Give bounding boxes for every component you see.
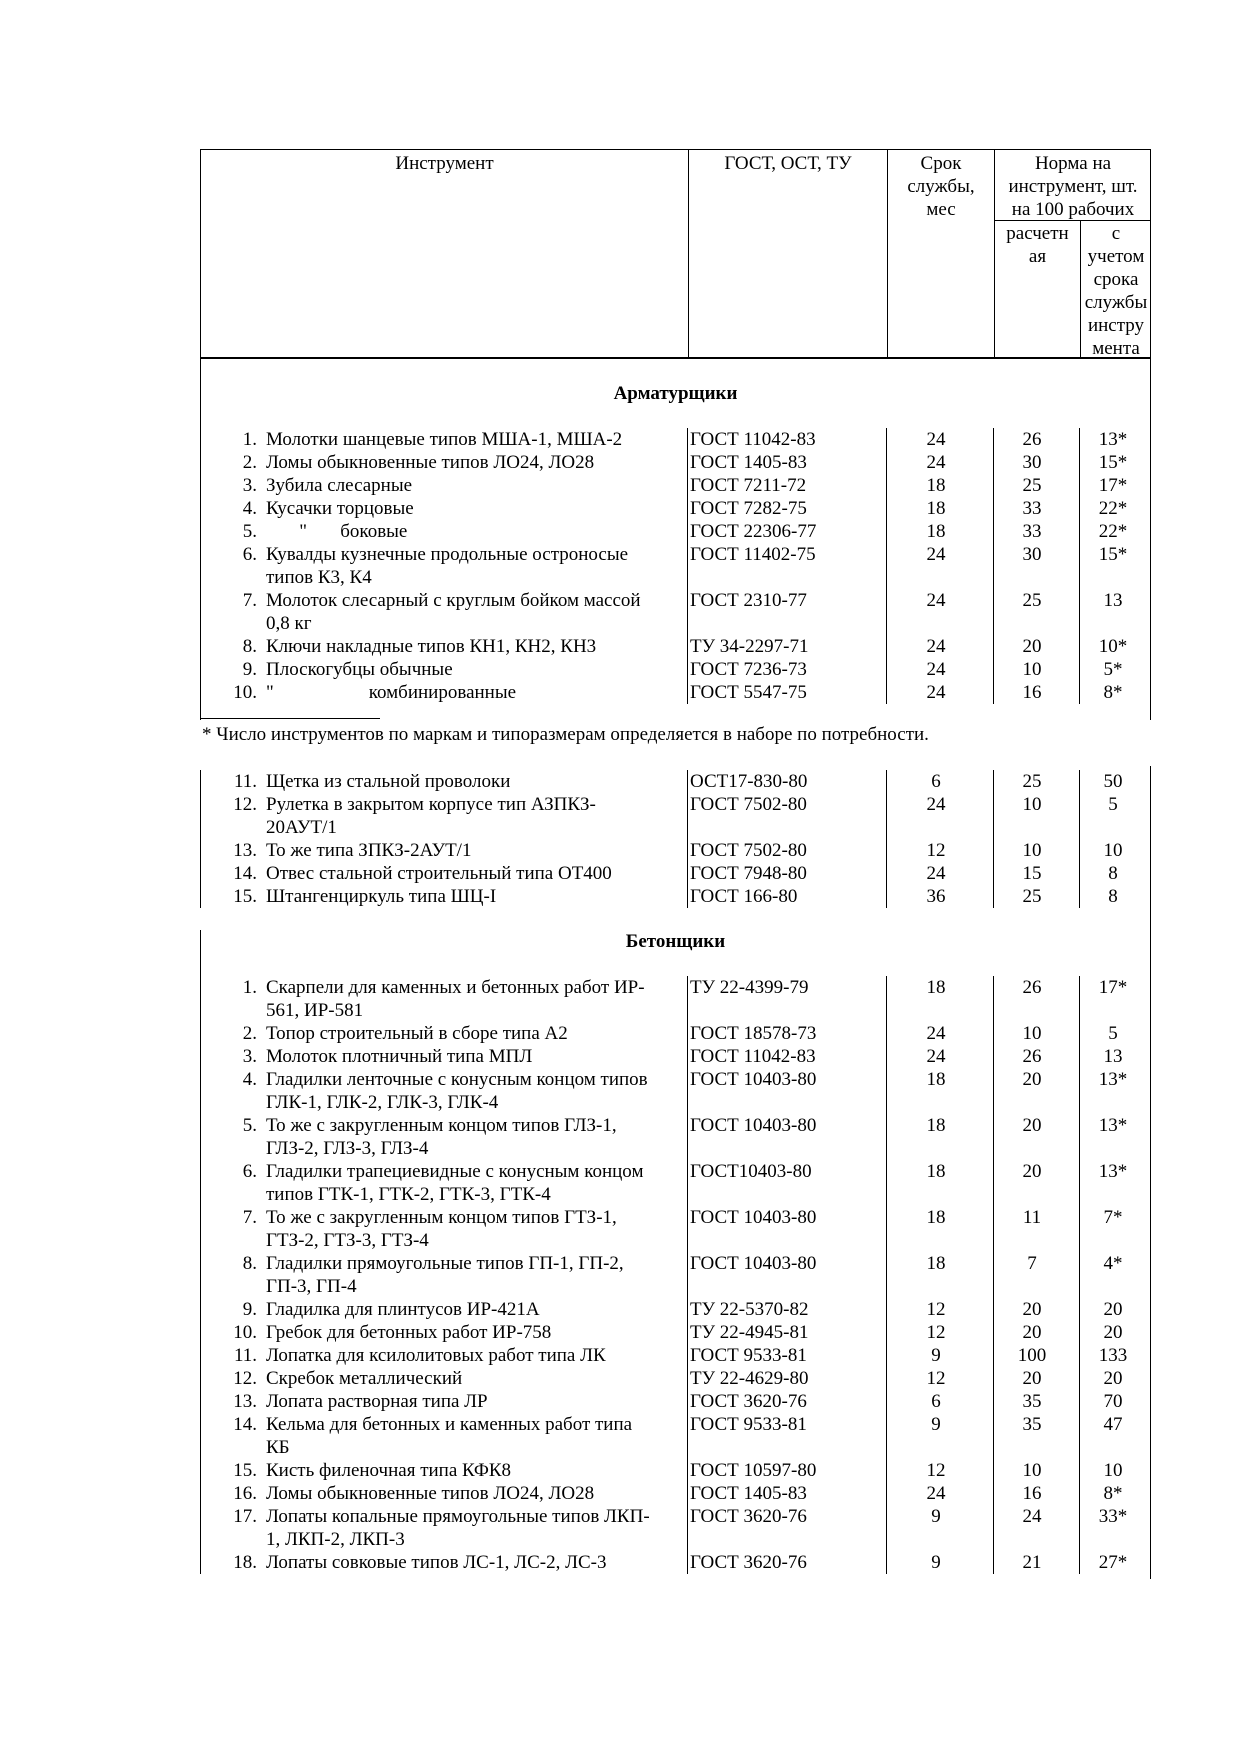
row-number: 5. bbox=[242, 1115, 257, 1136]
row-name-line: Отвес стальной строительный типа ОТ400 bbox=[266, 863, 612, 884]
row-adjusted: 50 bbox=[1103, 771, 1123, 792]
row-service-life: 24 bbox=[926, 794, 946, 815]
table-row bbox=[200, 474, 1151, 497]
row-gost: ТУ 22-4945-81 bbox=[690, 1322, 809, 1343]
row-name-line: Зубила слесарные bbox=[266, 475, 413, 496]
table-row bbox=[200, 1298, 1151, 1321]
row-gost: ГОСТ 18578-73 bbox=[690, 1023, 817, 1044]
row-gost: ГОСТ 7502-80 bbox=[690, 794, 807, 815]
row-calculated: 25 bbox=[1022, 771, 1042, 792]
row-service-life: 24 bbox=[926, 590, 946, 611]
row-service-life: 18 bbox=[926, 1161, 946, 1182]
row-name-line: ГП-3, ГП-4 bbox=[266, 1276, 357, 1297]
row-service-life: 18 bbox=[926, 1207, 946, 1228]
section-title-armaturshchiki: Арматурщики bbox=[613, 383, 738, 404]
row-adjusted: 70 bbox=[1103, 1391, 1123, 1412]
row-name-line: ГЛЗ-2, ГЛЗ-3, ГЛЗ-4 bbox=[266, 1138, 429, 1159]
row-number: 7. bbox=[242, 590, 257, 611]
row-name-line: Топор строительный в сборе типа А2 bbox=[266, 1023, 568, 1044]
row-service-life: 24 bbox=[926, 452, 946, 473]
row-calculated: 10 bbox=[1022, 794, 1042, 815]
row-service-life: 12 bbox=[926, 1299, 946, 1320]
row-adjusted: 15* bbox=[1098, 452, 1128, 473]
table-row bbox=[200, 451, 1151, 474]
row-name-line: ГТЗ-2, ГТЗ-3, ГТЗ-4 bbox=[266, 1230, 429, 1251]
row-service-life: 12 bbox=[926, 840, 946, 861]
row-number: 14. bbox=[233, 1414, 257, 1435]
row-calculated: 10 bbox=[1022, 1460, 1042, 1481]
row-number: 18. bbox=[233, 1552, 257, 1573]
row-calculated: 35 bbox=[1022, 1391, 1042, 1412]
row-service-life: 24 bbox=[926, 1483, 946, 1504]
row-adjusted: 22* bbox=[1098, 498, 1128, 519]
row-calculated: 10 bbox=[1022, 840, 1042, 861]
header-line: инструмент, шт. bbox=[1008, 176, 1138, 197]
header-line: Норма на bbox=[1034, 153, 1112, 174]
header-service-life bbox=[888, 152, 994, 221]
row-number: 2. bbox=[242, 452, 257, 473]
row-calculated: 25 bbox=[1022, 590, 1042, 611]
row-adjusted: 8 bbox=[1108, 886, 1118, 907]
table-row bbox=[200, 1252, 1151, 1298]
row-calculated: 20 bbox=[1022, 1161, 1042, 1182]
row-service-life: 24 bbox=[926, 1023, 946, 1044]
row-adjusted: 47 bbox=[1103, 1414, 1123, 1435]
row-name-line: Лопаты совковые типов ЛС-1, ЛС-2, ЛС-3 bbox=[266, 1552, 607, 1573]
header-calculated bbox=[995, 222, 1080, 268]
row-name-line: 561, ИР-581 bbox=[266, 1000, 364, 1021]
row-adjusted: 13 bbox=[1103, 1046, 1123, 1067]
row-adjusted: 20 bbox=[1103, 1368, 1123, 1389]
header-line: расчетн bbox=[1006, 223, 1069, 244]
row-adjusted: 10 bbox=[1103, 840, 1123, 861]
section-title-betonshchiki: Бетонщики bbox=[625, 931, 726, 952]
row-gost: ГОСТ 10403-80 bbox=[690, 1207, 817, 1228]
header-line: мента bbox=[1092, 338, 1140, 359]
row-service-life: 24 bbox=[926, 636, 946, 657]
row-service-life: 9 bbox=[931, 1414, 941, 1435]
row-adjusted: 22* bbox=[1098, 521, 1128, 542]
row-calculated: 11 bbox=[1022, 1207, 1042, 1228]
row-name-line: " боковые bbox=[266, 521, 408, 542]
table-row bbox=[200, 681, 1151, 704]
row-service-life: 24 bbox=[926, 659, 946, 680]
row-name-line: Гладилка для плинтусов ИР-421А bbox=[266, 1299, 540, 1320]
row-number: 4. bbox=[242, 1069, 257, 1090]
row-gost: ГОСТ10403-80 bbox=[690, 1161, 812, 1182]
row-gost: ГОСТ 11042-83 bbox=[690, 429, 816, 450]
row-gost: ГОСТ 11402-75 bbox=[690, 544, 816, 565]
row-service-life: 9 bbox=[931, 1552, 941, 1573]
row-number: 14. bbox=[233, 863, 257, 884]
row-number: 11. bbox=[233, 1345, 257, 1366]
row-name-line: То же типа ЗПКЗ-2АУТ/1 bbox=[266, 840, 472, 861]
row-number: 9. bbox=[242, 1299, 257, 1320]
row-gost: ГОСТ 10597-80 bbox=[690, 1460, 817, 1481]
row-calculated: 16 bbox=[1022, 1483, 1042, 1504]
table-row bbox=[200, 1459, 1151, 1482]
row-service-life: 18 bbox=[926, 977, 946, 998]
row-gost: ГОСТ 7236-73 bbox=[690, 659, 807, 680]
table-row bbox=[200, 543, 1151, 589]
row-service-life: 6 bbox=[931, 771, 941, 792]
row-name-line: Кувалды кузнечные продольные остроносые bbox=[266, 544, 629, 565]
table-row bbox=[200, 1045, 1151, 1068]
row-adjusted: 10* bbox=[1098, 636, 1128, 657]
table-row bbox=[200, 658, 1151, 681]
row-name-line: 0,8 кг bbox=[266, 613, 312, 634]
row-calculated: 20 bbox=[1022, 1069, 1042, 1090]
table-row bbox=[200, 1321, 1151, 1344]
row-calculated: 20 bbox=[1022, 1115, 1042, 1136]
row-adjusted: 17* bbox=[1098, 475, 1128, 496]
row-adjusted: 5* bbox=[1103, 659, 1123, 680]
row-number: 2. bbox=[242, 1023, 257, 1044]
row-adjusted: 8* bbox=[1103, 1483, 1123, 1504]
row-adjusted: 27* bbox=[1098, 1552, 1128, 1573]
row-gost: ТУ 22-4399-79 bbox=[690, 977, 809, 998]
row-name-line: Молоток слесарный с круглым бойком массой bbox=[266, 590, 641, 611]
row-number: 12. bbox=[233, 1368, 257, 1389]
row-calculated: 24 bbox=[1022, 1506, 1042, 1527]
row-gost: ТУ 22-4629-80 bbox=[690, 1368, 809, 1389]
row-adjusted: 33* bbox=[1098, 1506, 1128, 1527]
table-row bbox=[200, 793, 1151, 839]
row-service-life: 18 bbox=[926, 1253, 946, 1274]
header-line: службы bbox=[1084, 292, 1148, 313]
row-calculated: 30 bbox=[1022, 452, 1042, 473]
table-row bbox=[200, 635, 1151, 658]
row-number: 6. bbox=[242, 1161, 257, 1182]
row-adjusted: 20 bbox=[1103, 1299, 1123, 1320]
row-calculated: 33 bbox=[1022, 521, 1042, 542]
table-row bbox=[200, 1160, 1151, 1206]
row-name-line: Ключи накладные типов КН1, КН2, КН3 bbox=[266, 636, 597, 657]
row-number: 1. bbox=[242, 429, 257, 450]
row-number: 11. bbox=[233, 771, 257, 792]
row-service-life: 12 bbox=[926, 1460, 946, 1481]
row-name-line: Ломы обыкновенные типов ЛО24, ЛО28 bbox=[266, 1483, 595, 1504]
row-calculated: 33 bbox=[1022, 498, 1042, 519]
row-name-line: Гладилки прямоугольные типов ГП-1, ГП-2, bbox=[266, 1253, 624, 1274]
table-row bbox=[200, 1068, 1151, 1114]
row-calculated: 16 bbox=[1022, 682, 1042, 703]
row-name-line: Молотки шанцевые типов МША-1, МША-2 bbox=[266, 429, 623, 450]
row-number: 12. bbox=[233, 794, 257, 815]
row-service-life: 12 bbox=[926, 1322, 946, 1343]
row-name-line: То же с закругленным концом типов ГТЗ-1, bbox=[266, 1207, 617, 1228]
row-name-line: Лопаты копальные прямоугольные типов ЛКП- bbox=[266, 1506, 650, 1527]
row-gost: ГОСТ 10403-80 bbox=[690, 1115, 817, 1136]
header-line: инстру bbox=[1087, 315, 1145, 336]
table-row bbox=[200, 1344, 1151, 1367]
row-number: 4. bbox=[242, 498, 257, 519]
table-row bbox=[200, 589, 1151, 635]
table-row bbox=[200, 497, 1151, 520]
table-row bbox=[200, 1505, 1151, 1551]
row-service-life: 24 bbox=[926, 544, 946, 565]
header-line: на 100 рабочих bbox=[1011, 199, 1135, 220]
row-service-life: 9 bbox=[931, 1345, 941, 1366]
table-row bbox=[200, 1114, 1151, 1160]
row-name-line: ГЛК-1, ГЛК-2, ГЛК-3, ГЛК-4 bbox=[266, 1092, 499, 1113]
footnote: * Число инструментов по маркам и типоразмерам определяется в наборе по потребности. bbox=[202, 724, 929, 745]
row-name-line: Лопатка для ксилолитовых работ типа ЛК bbox=[266, 1345, 606, 1366]
row-number: 15. bbox=[233, 1460, 257, 1481]
row-adjusted: 17* bbox=[1098, 977, 1128, 998]
table-header bbox=[200, 149, 1151, 359]
row-number: 8. bbox=[242, 1253, 257, 1274]
row-name-line: 1, ЛКП-2, ЛКП-3 bbox=[266, 1529, 405, 1550]
row-service-life: 24 bbox=[926, 1046, 946, 1067]
row-gost: ГОСТ 7948-80 bbox=[690, 863, 807, 884]
table-row bbox=[200, 770, 1151, 793]
header-gost: ГОСТ, ОСТ, ТУ bbox=[724, 153, 852, 174]
header-norm bbox=[995, 152, 1151, 221]
row-calculated: 15 bbox=[1022, 863, 1042, 884]
row-adjusted: 13* bbox=[1098, 1161, 1128, 1182]
header-line: мес bbox=[926, 199, 956, 220]
row-calculated: 25 bbox=[1022, 886, 1042, 907]
row-calculated: 20 bbox=[1022, 1322, 1042, 1343]
row-gost: ГОСТ 3620-76 bbox=[690, 1391, 807, 1412]
row-calculated: 20 bbox=[1022, 1368, 1042, 1389]
row-adjusted: 13* bbox=[1098, 1115, 1128, 1136]
row-calculated: 30 bbox=[1022, 544, 1042, 565]
table-row bbox=[200, 1390, 1151, 1413]
row-calculated: 20 bbox=[1022, 636, 1042, 657]
row-gost: ГОСТ 7502-80 bbox=[690, 840, 807, 861]
row-adjusted: 20 bbox=[1103, 1322, 1123, 1343]
row-calculated: 10 bbox=[1022, 659, 1042, 680]
row-name-line: Кисть филеночная типа КФК8 bbox=[266, 1460, 512, 1481]
row-adjusted: 8 bbox=[1108, 863, 1118, 884]
row-gost: ГОСТ 1405-83 bbox=[690, 452, 807, 473]
row-gost: ГОСТ 166-80 bbox=[690, 886, 798, 907]
row-service-life: 24 bbox=[926, 429, 946, 450]
row-calculated: 7 bbox=[1027, 1253, 1037, 1274]
row-name-line: Плоскогубцы обычные bbox=[266, 659, 453, 680]
row-adjusted: 13 bbox=[1103, 590, 1123, 611]
table-row bbox=[200, 976, 1151, 1022]
row-gost: ТУ 34-2297-71 bbox=[690, 636, 809, 657]
row-adjusted: 133 bbox=[1098, 1345, 1128, 1366]
row-gost: ГОСТ 9533-81 bbox=[690, 1345, 807, 1366]
footnote-separator bbox=[200, 718, 380, 719]
row-number: 3. bbox=[242, 475, 257, 496]
header-line: с bbox=[1111, 223, 1121, 244]
row-name-line: Скребок металлический bbox=[266, 1368, 463, 1389]
row-adjusted: 7* bbox=[1103, 1207, 1123, 1228]
table-row bbox=[200, 862, 1151, 885]
header-line: ая bbox=[1028, 246, 1047, 267]
row-adjusted: 15* bbox=[1098, 544, 1128, 565]
table-row bbox=[200, 1367, 1151, 1390]
row-name-line: Лопата растворная типа ЛР bbox=[266, 1391, 488, 1412]
row-service-life: 24 bbox=[926, 682, 946, 703]
row-service-life: 12 bbox=[926, 1368, 946, 1389]
row-adjusted: 4* bbox=[1103, 1253, 1123, 1274]
row-calculated: 100 bbox=[1017, 1345, 1047, 1366]
row-service-life: 18 bbox=[926, 1115, 946, 1136]
row-name-line: КБ bbox=[266, 1437, 290, 1458]
table-row bbox=[200, 1206, 1151, 1252]
row-adjusted: 8* bbox=[1103, 682, 1123, 703]
table-row bbox=[200, 428, 1151, 451]
row-gost: ОСТ17-830-80 bbox=[690, 771, 808, 792]
row-number: 13. bbox=[233, 1391, 257, 1412]
row-number: 16. bbox=[233, 1483, 257, 1504]
row-gost: ТУ 22-5370-82 bbox=[690, 1299, 809, 1320]
row-gost: ГОСТ 5547-75 bbox=[690, 682, 807, 703]
row-calculated: 25 bbox=[1022, 475, 1042, 496]
table-row bbox=[200, 1551, 1151, 1574]
row-number: 3. bbox=[242, 1046, 257, 1067]
row-adjusted: 5 bbox=[1108, 794, 1118, 815]
row-number: 15. bbox=[233, 886, 257, 907]
row-calculated: 20 bbox=[1022, 1299, 1042, 1320]
row-calculated: 26 bbox=[1022, 977, 1042, 998]
table-row bbox=[200, 1413, 1151, 1459]
row-gost: ГОСТ 3620-76 bbox=[690, 1552, 807, 1573]
row-name-line: Кусачки торцовые bbox=[266, 498, 414, 519]
row-name-line: типов К3, К4 bbox=[266, 567, 372, 588]
row-name-line: Щетка из стальной проволоки bbox=[266, 771, 511, 792]
row-service-life: 6 bbox=[931, 1391, 941, 1412]
table-row bbox=[200, 1482, 1151, 1505]
header-line: учетом bbox=[1087, 246, 1145, 267]
row-service-life: 18 bbox=[926, 521, 946, 542]
row-number: 9. bbox=[242, 659, 257, 680]
row-adjusted: 10 bbox=[1103, 1460, 1123, 1481]
row-number: 1. bbox=[242, 977, 257, 998]
row-gost: ГОСТ 10403-80 bbox=[690, 1253, 817, 1274]
row-gost: ГОСТ 22306-77 bbox=[690, 521, 817, 542]
row-number: 7. bbox=[242, 1207, 257, 1228]
row-name-line: Скарпели для каменных и бетонных работ ИР- bbox=[266, 977, 645, 998]
row-name-line: То же с закругленным концом типов ГЛЗ-1, bbox=[266, 1115, 617, 1136]
row-adjusted: 13* bbox=[1098, 429, 1128, 450]
row-name-line: Рулетка в закрытом корпусе тип АЗПКЗ- bbox=[266, 794, 596, 815]
row-name-line: Штангенциркуль типа ШЦ-I bbox=[266, 886, 497, 907]
row-number: 6. bbox=[242, 544, 257, 565]
header-adjusted bbox=[1081, 222, 1151, 360]
row-adjusted: 13* bbox=[1098, 1069, 1128, 1090]
row-number: 13. bbox=[233, 840, 257, 861]
row-number: 8. bbox=[242, 636, 257, 657]
row-name-line: Ломы обыкновенные типов ЛО24, ЛО28 bbox=[266, 452, 595, 473]
row-name-line: типов ГТК-1, ГТК-2, ГТК-3, ГТК-4 bbox=[266, 1184, 551, 1205]
row-calculated: 21 bbox=[1022, 1552, 1042, 1573]
row-name-line: Молоток плотничный типа МПЛ bbox=[266, 1046, 533, 1067]
table-row bbox=[200, 839, 1151, 862]
row-calculated: 26 bbox=[1022, 1046, 1042, 1067]
row-service-life: 36 bbox=[926, 886, 946, 907]
table-row bbox=[200, 520, 1151, 543]
row-gost: ГОСТ 7282-75 bbox=[690, 498, 807, 519]
row-calculated: 10 bbox=[1022, 1023, 1042, 1044]
row-service-life: 18 bbox=[926, 498, 946, 519]
row-name-line: Кельма для бетонных и каменных работ типа bbox=[266, 1414, 633, 1435]
row-name-line: Гладилки трапециевидные с конусным концом bbox=[266, 1161, 644, 1182]
row-number: 17. bbox=[233, 1506, 257, 1527]
row-gost: ГОСТ 11042-83 bbox=[690, 1046, 816, 1067]
row-service-life: 9 bbox=[931, 1506, 941, 1527]
row-name-line: " комбинированные bbox=[266, 682, 517, 703]
header-line: срока bbox=[1093, 269, 1139, 290]
row-service-life: 18 bbox=[926, 475, 946, 496]
header-line: службы, bbox=[907, 176, 975, 197]
table-row bbox=[200, 1022, 1151, 1045]
row-calculated: 26 bbox=[1022, 429, 1042, 450]
row-gost: ГОСТ 7211-72 bbox=[690, 475, 807, 496]
row-gost: ГОСТ 9533-81 bbox=[690, 1414, 807, 1435]
header-instrument: Инструмент bbox=[395, 153, 494, 174]
row-adjusted: 5 bbox=[1108, 1023, 1118, 1044]
row-name-line: Гладилки ленточные с конусным концом типов bbox=[266, 1069, 648, 1090]
row-name-line: Гребок для бетонных работ ИР-758 bbox=[266, 1322, 552, 1343]
row-calculated: 35 bbox=[1022, 1414, 1042, 1435]
header-line: Срок bbox=[920, 153, 962, 174]
row-service-life: 24 bbox=[926, 863, 946, 884]
row-gost: ГОСТ 2310-77 bbox=[690, 590, 807, 611]
row-gost: ГОСТ 1405-83 bbox=[690, 1483, 807, 1504]
row-number: 10. bbox=[233, 1322, 257, 1343]
row-service-life: 18 bbox=[926, 1069, 946, 1090]
table-row bbox=[200, 885, 1151, 908]
row-name-line: 20АУТ/1 bbox=[266, 817, 337, 838]
row-gost: ГОСТ 3620-76 bbox=[690, 1506, 807, 1527]
row-number: 5. bbox=[242, 521, 257, 542]
row-gost: ГОСТ 10403-80 bbox=[690, 1069, 817, 1090]
row-number: 10. bbox=[233, 682, 257, 703]
